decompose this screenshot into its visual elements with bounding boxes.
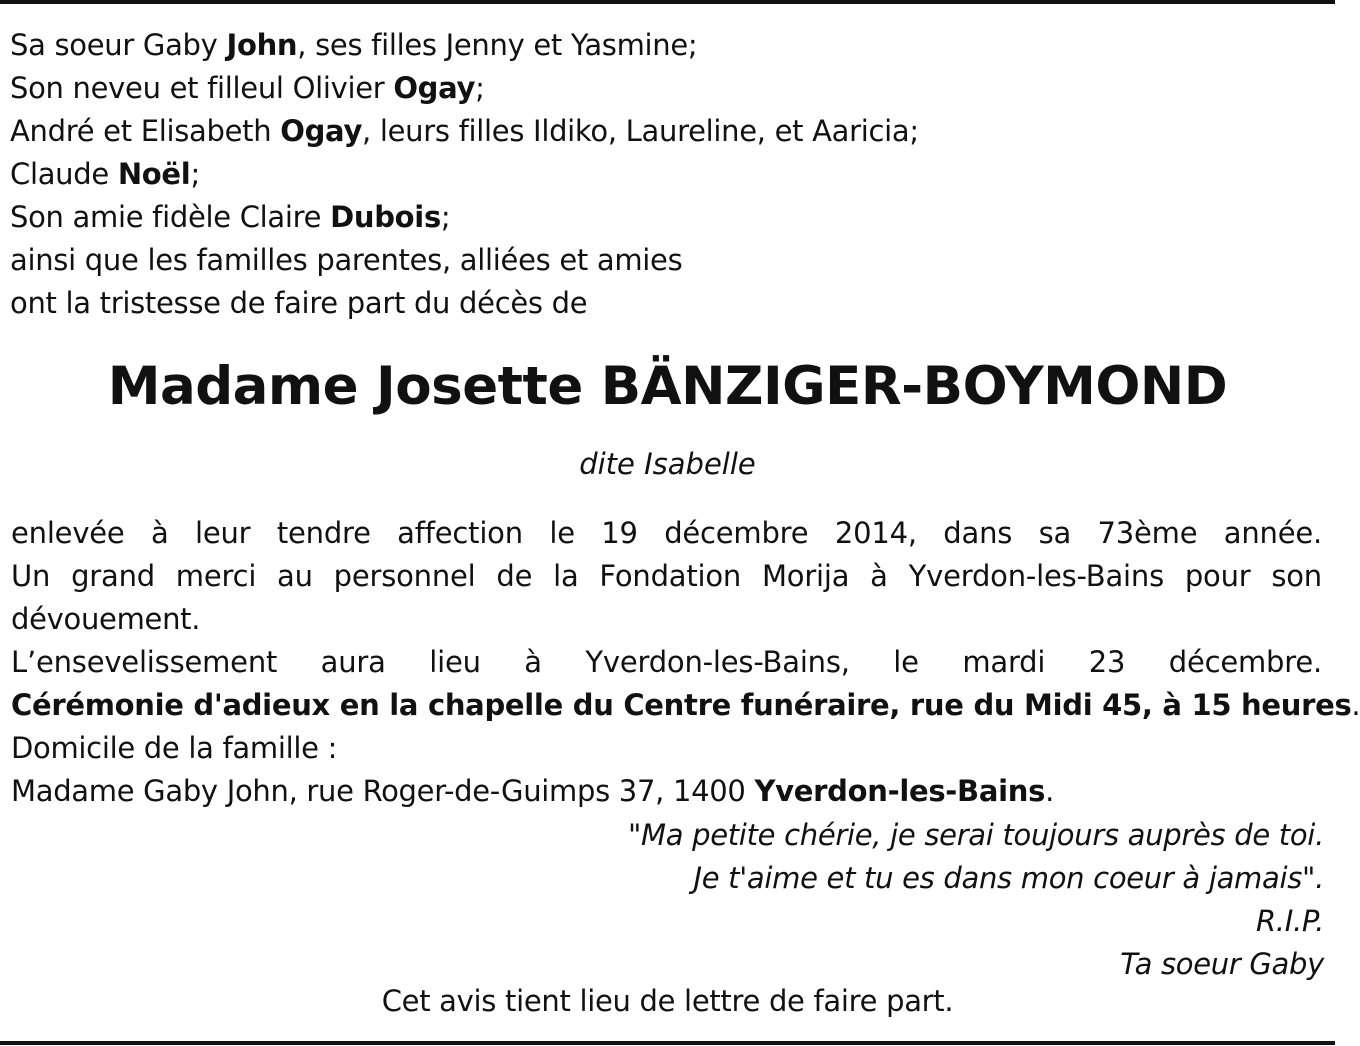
surname: Ogay — [280, 114, 363, 148]
family-line: Son amie fidèle Claire Dubois; — [10, 200, 451, 234]
quote-line: "Ma petite chérie, je serai toujours auprès de toi. — [627, 818, 1324, 852]
surname: John — [226, 28, 298, 62]
family-line: Son neveu et filleul Olivier Ogay; — [10, 71, 485, 105]
body-line: enlevée à leur tendre affection le 19 décembre 2014, dans sa 73ème année. — [11, 516, 1322, 550]
address-city: Yverdon-les-Bains — [754, 774, 1046, 808]
family-line: ainsi que les familles parentes, alliées et amies — [10, 243, 683, 277]
rip: R.I.P. — [1255, 904, 1324, 938]
family-line: Sa soeur Gaby John, ses filles Jenny et Yasmine; — [10, 28, 698, 62]
surname: Dubois — [330, 200, 441, 234]
bottom-rule — [0, 1041, 1335, 1045]
family-line: André et Elisabeth Ogay, leurs filles Ildiko, Laureline, et Aaricia; — [10, 114, 919, 148]
nickname: dite Isabelle — [579, 447, 756, 481]
body-line: Un grand merci au personnel de la Fondation Morija à Yverdon-les-Bains pour son — [11, 559, 1322, 593]
ceremony-details: Cérémonie d'adieux en la chapelle du Centre funéraire, rue du Midi 45, à 15 heures — [11, 688, 1352, 722]
footer-note: Cet avis tient lieu de lettre de faire part. — [381, 984, 954, 1018]
surname: Ogay — [393, 71, 476, 105]
domicile-label: Domicile de la famille : — [11, 731, 338, 765]
top-rule — [0, 0, 1335, 4]
surname: Noël — [117, 157, 191, 191]
body-line: dévouement. — [11, 602, 201, 636]
signature: Ta soeur Gaby — [1120, 947, 1324, 981]
address-line: Madame Gaby John, rue Roger-de-Guimps 37, 1400 Yverdon-les-Bains. — [11, 774, 1054, 808]
family-line: ont la tristesse de faire part du décès de — [10, 286, 588, 320]
body-line: L’ensevelissement aura lieu à Yverdon-les-Bains, le mardi 23 décembre. — [11, 645, 1322, 679]
family-announcement — [10, 24, 1310, 325]
deceased-name: Madame Josette BÄNZIGER-BOYMOND — [107, 356, 1228, 417]
notice-body — [11, 512, 1360, 813]
quote-block — [324, 814, 1324, 986]
ceremony-line: Cérémonie d'adieux en la chapelle du Centre funéraire, rue du Midi 45, à 15 heures. — [11, 688, 1360, 722]
family-line: Claude Noël; — [10, 157, 200, 191]
quote-line: Je t'aime et tu es dans mon coeur à jamais". — [693, 861, 1324, 895]
